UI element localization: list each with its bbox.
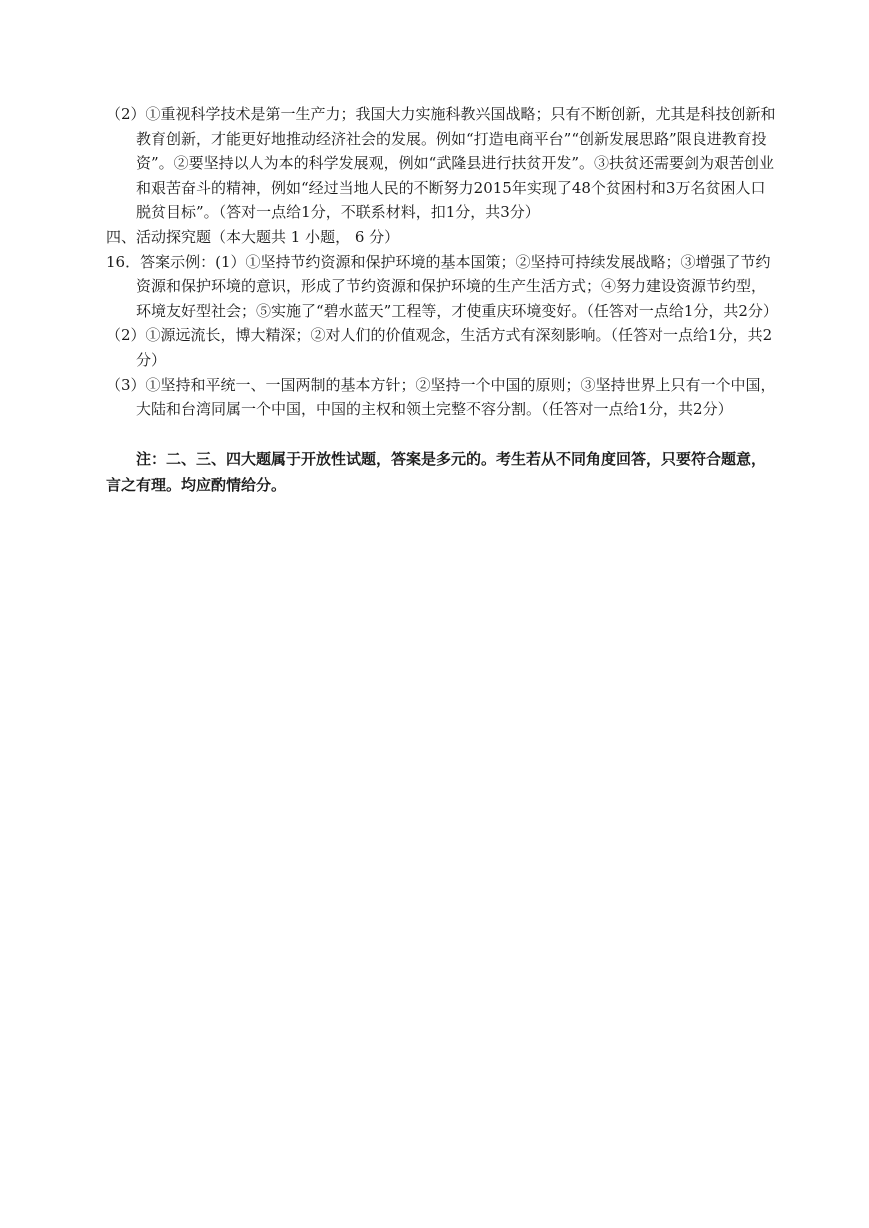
q16-part1-text: 答案示例：(1）①坚持节约资源和保护环境的基本国策；②坚持可持续发展战略；③增强了节约资源和保护环境的意识，形成了节约资源和保护环境的生产生活方式；④努力建设资源节约型，环境友好型社会；⑤实施了“碧水蓝天”工程等，才使重庆环境变好。（任答对一点给1分，共2分） bbox=[136, 252, 778, 320]
q16-part3-paragraph bbox=[106, 373, 776, 422]
q16-part2-label: （2） bbox=[106, 326, 146, 345]
q15-part2-label: （2） bbox=[106, 105, 146, 123]
q15-part2-text: ①重视科学技术是第一生产力；我国大力实施科教兴国战略；只有不断创新，尤其是科技创新和教育创新，才能更好地推动经济社会的发展。例如“打造电商平台”“创新发展思路”限良进教育投资”。②要坚持以人为本的科学发展观，例如“武隆县进行扶贫开发”。③扶贫还需要剑为艰苦创业和艰苦奋斗的精神，例如“经过当地人民的不断努力2015年实现了48个贫困村和3万名贫困人口脱贫目标”。（答对一点给1分，不联系材料，扣1分，共3分） bbox=[136, 105, 776, 222]
q16-label: 16． bbox=[106, 252, 141, 271]
spacer bbox=[106, 422, 776, 446]
answer-block bbox=[106, 102, 776, 498]
q16-part3-text: ①坚持和平统一、一国两制的基本方针；②坚持一个中国的原则；③坚持世界上只有一个中国，大陆和台湾同属一个中国，中国的主权和领土完整不容分割。（任答对一点给1分，共2分） bbox=[136, 375, 776, 419]
q16-part2-text: ①源远流长，博大精深；②对人们的价值观念，生活方式有深刻影响。（任答对一点给1分，共2分） bbox=[136, 326, 773, 369]
q16-part3-label: （3） bbox=[106, 375, 146, 394]
q16-part2-paragraph bbox=[106, 323, 776, 372]
q15-part2-paragraph bbox=[106, 102, 776, 225]
grading-note: 注：二、三、四大题属于开放性试题，答案是多元的。考生若从不同角度回答，只要符合题意，言之有理。均应酌情给分。 bbox=[106, 449, 767, 494]
q16-part1-paragraph bbox=[106, 250, 776, 324]
section4-heading: 四、活动探究题（本大题共 1 小题， 6 分） bbox=[106, 227, 400, 246]
